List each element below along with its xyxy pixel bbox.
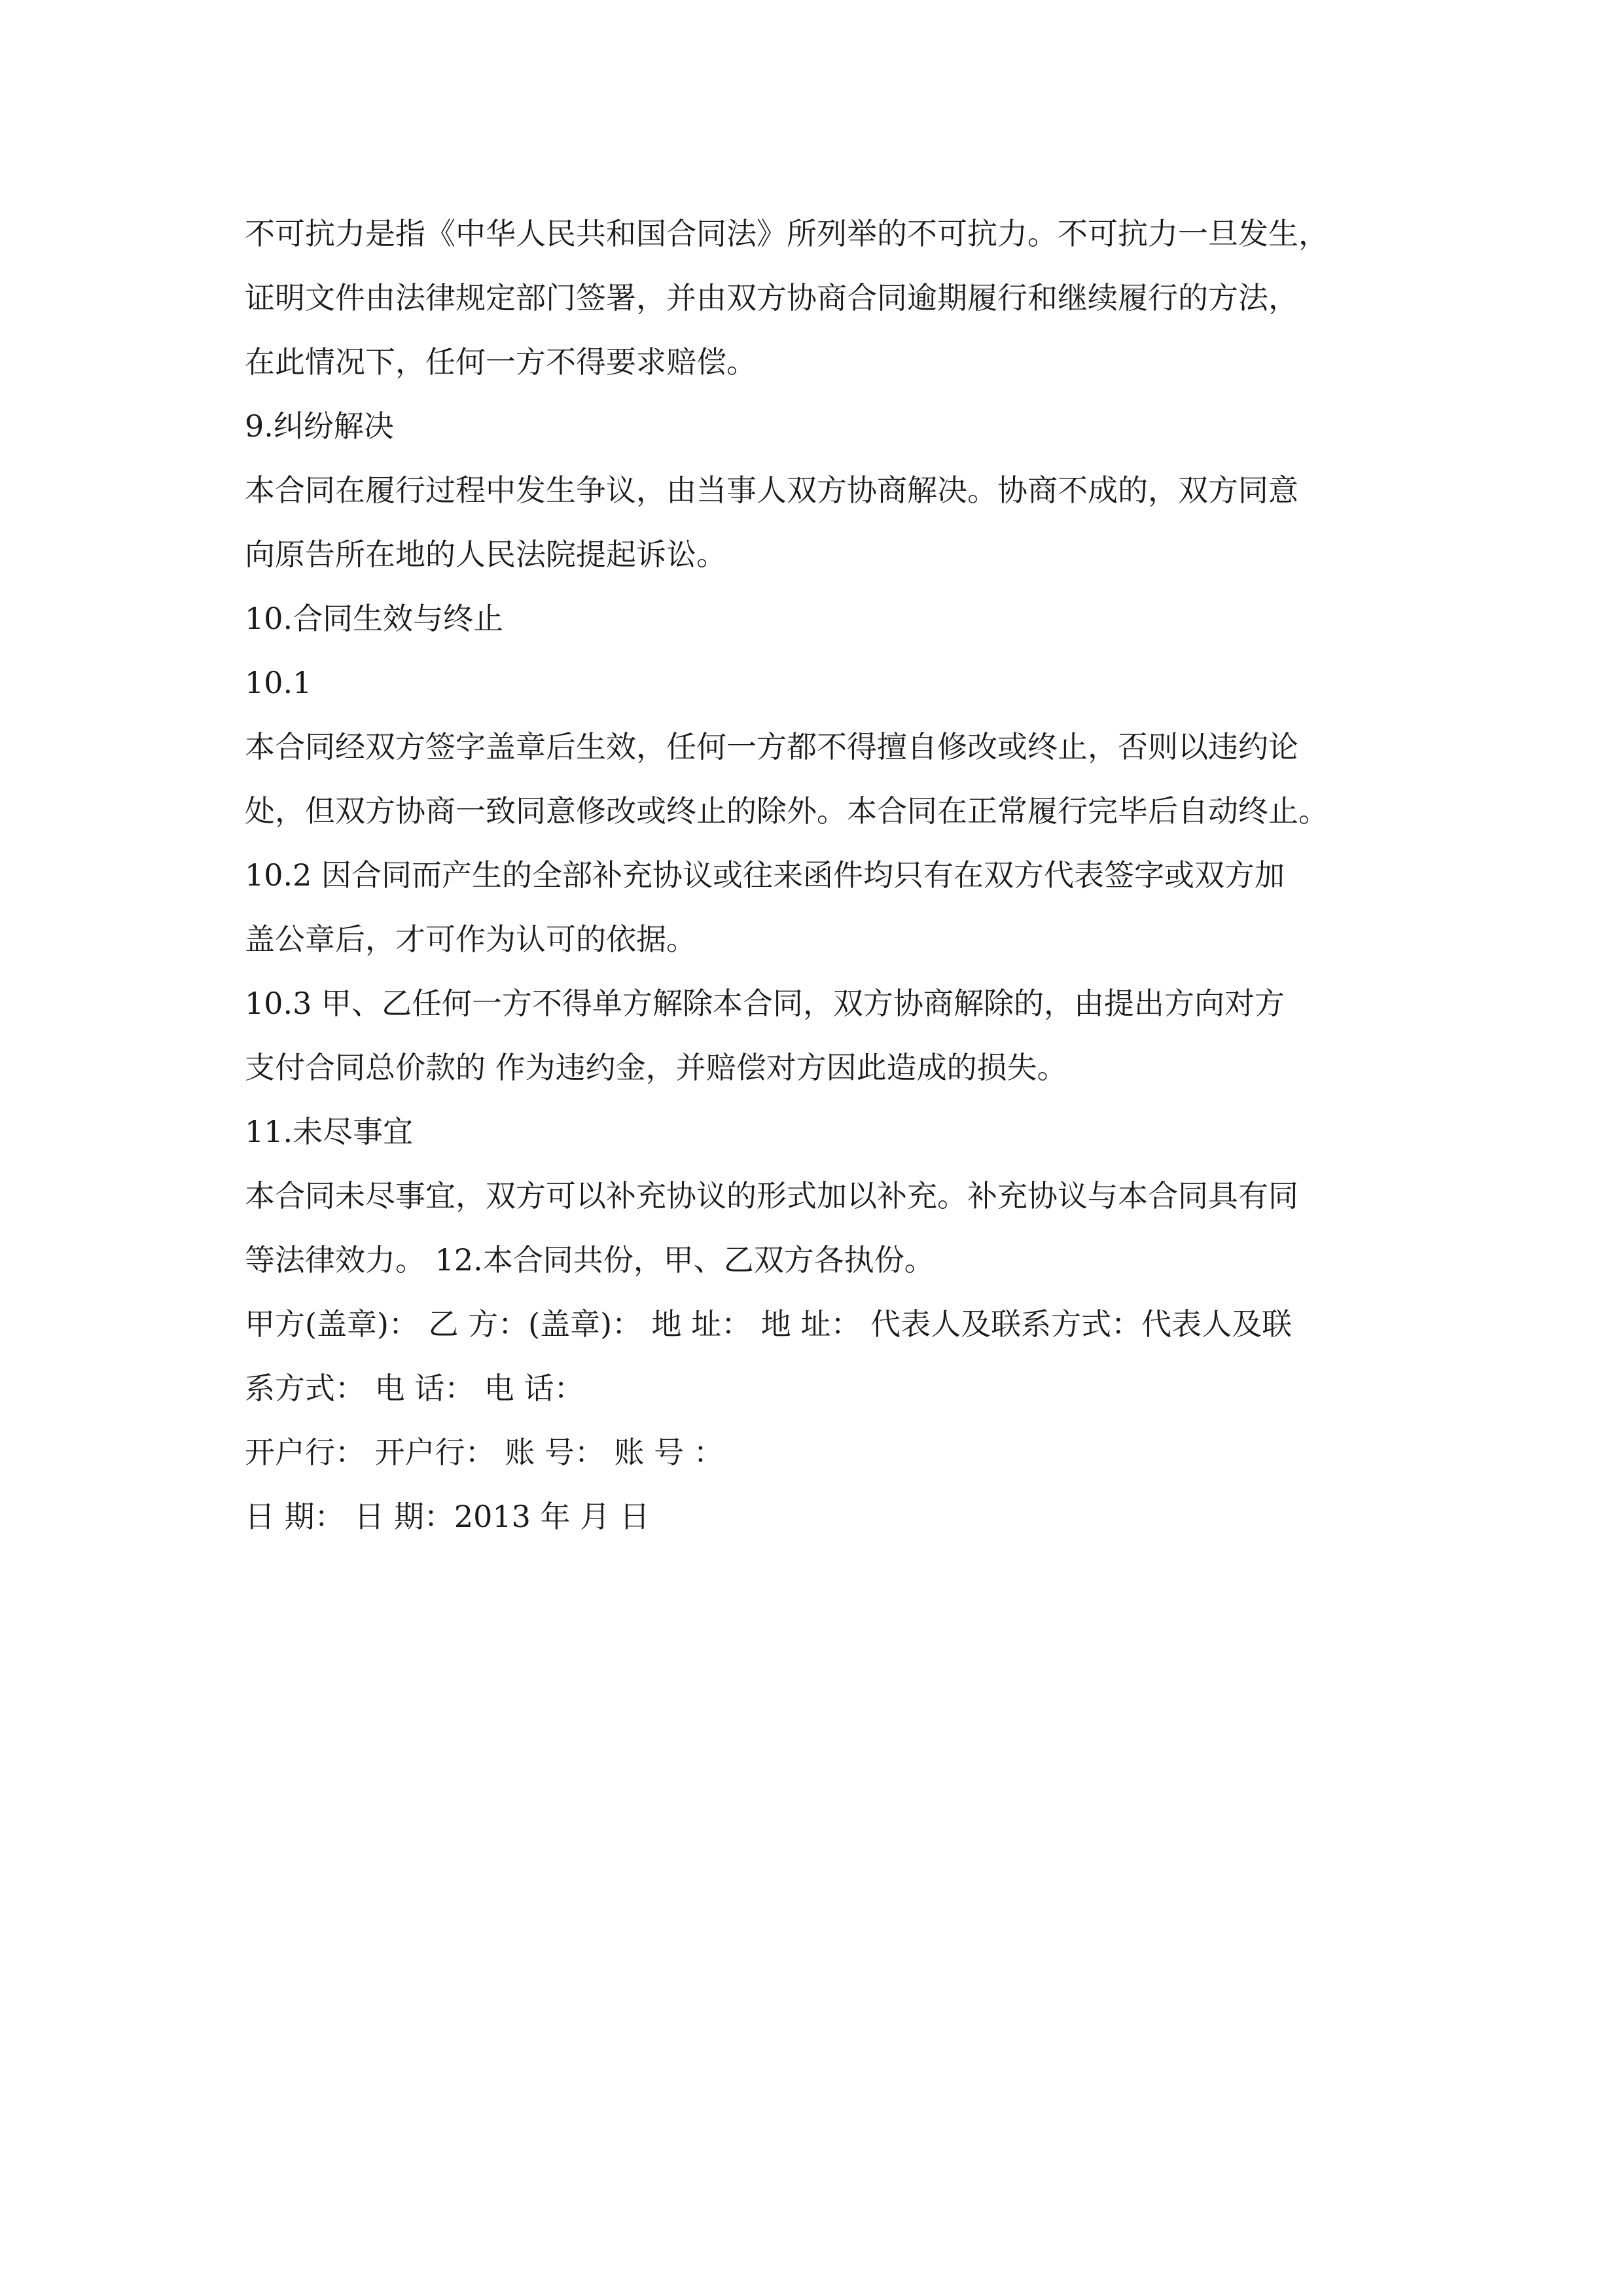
force-majeure-line-2: 证明文件由法律规定部门签署，并由双方协商合同逾期履行和继续履行的方法， — [245, 280, 1298, 315]
clause-10-1-line-2: 处，但双方协商一致同意修改或终止的除外。本合同在正常履行完毕后自动终止。 — [245, 793, 1329, 829]
force-majeure-line-1: 不可抗力是指《中华人民共和国合同法》所列举的不可抗力。不可抗力一旦发生， — [245, 216, 1329, 251]
clause-number-10-1: 10.1 — [245, 665, 312, 700]
signature-parties-line: 甲方(盖章)： 乙 方：(盖章)： 地 址： 地 址： 代表人及联系方式：代表人及联 — [245, 1306, 1293, 1342]
section-heading-outstanding-matters: 11.未尽事宜 — [245, 1114, 414, 1149]
clause-10-3-line-2: 支付合同总价款的 作为违约金，并赔偿对方因此造成的损失。 — [245, 1050, 1067, 1085]
signature-phone-line: 系方式： 电 话： 电 话： — [245, 1371, 584, 1406]
clause-10-1-line-1: 本合同经双方签字盖章后生效，任何一方都不得擅自修改或终止，否则以违约论 — [245, 729, 1298, 764]
clause-10-2-line-1: 10.2 因合同而产生的全部补充协议或往来函件均只有在双方代表签字或双方加 — [245, 857, 1285, 893]
dispute-line-2: 向原告所在地的人民法院提起诉讼。 — [245, 537, 726, 572]
dispute-line-1: 本合同在履行过程中发生争议，由当事人双方协商解决。协商不成的，双方同意 — [245, 473, 1298, 508]
signature-date-line: 日 期： 日 期：2013 年 月 日 — [245, 1499, 650, 1534]
clause-10-3-line-1: 10.3 甲、乙任何一方不得单方解除本合同，双方协商解除的，由提出方向对方 — [245, 986, 1285, 1021]
section-heading-effect-termination: 10.合同生效与终止 — [245, 601, 504, 636]
section-heading-dispute-resolution: 9.纠纷解决 — [245, 408, 394, 444]
outstanding-line-2: 等法律效力。 12.本合同共份，甲、乙双方各执份。 — [245, 1242, 935, 1278]
outstanding-line-1: 本合同未尽事宜，双方可以补充协议的形式加以补充。补充协议与本合同具有同 — [245, 1178, 1298, 1213]
force-majeure-line-3: 在此情况下，任何一方不得要求赔偿。 — [245, 344, 757, 380]
document-body — [245, 202, 1397, 1549]
clause-10-2-line-2: 盖公章后，才可作为认可的依据。 — [245, 922, 696, 957]
signature-bank-line: 开户行： 开户行： 账 号： 账 号 ： — [245, 1435, 724, 1470]
